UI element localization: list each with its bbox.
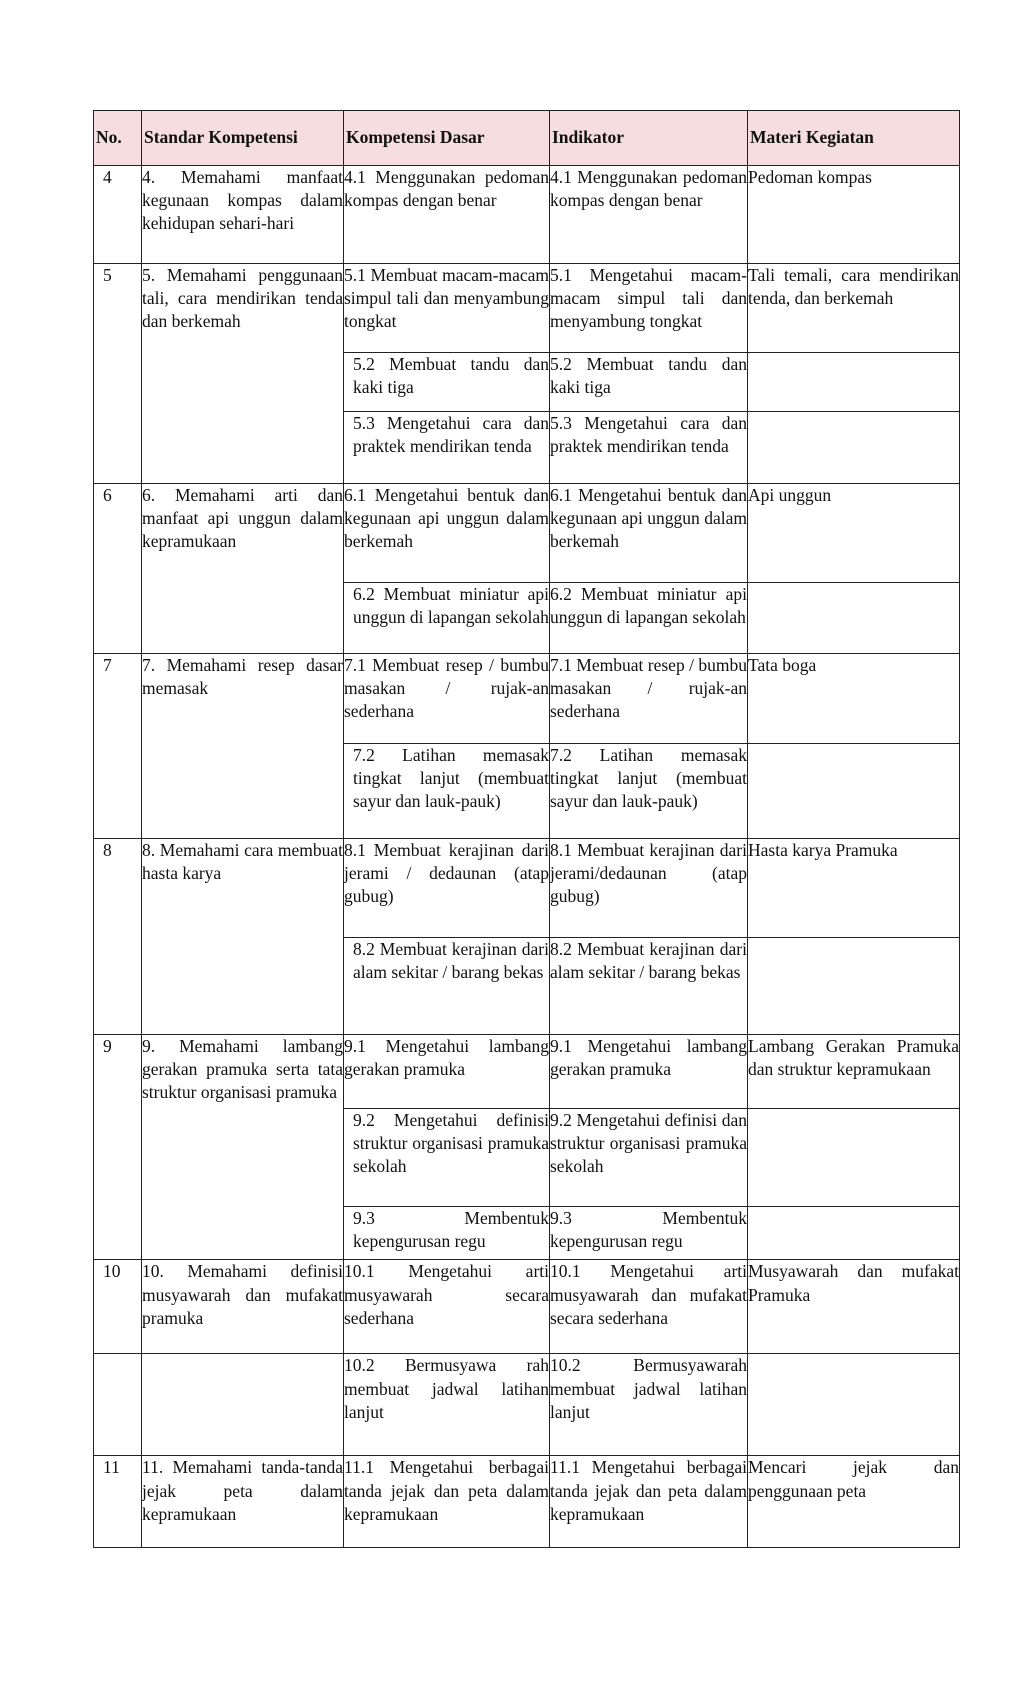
standar-kompetensi-cell: 4. Memahami manfaat kegunaan kompas dalam kehidupan sehari-hari: [142, 166, 344, 264]
header-standar-kompetensi: Standar Kompetensi: [142, 111, 344, 166]
materi-kegiatan-cell: [748, 1354, 960, 1456]
table-row: [94, 1260, 960, 1354]
standar-kompetensi-cell: 6. Memahami arti dan manfaat api unggun dalam kepramukaan: [142, 484, 344, 654]
kompetensi-dasar-cell: 10.2 Bermusyawa rah membuat jadwal latihan lanjut: [344, 1354, 550, 1456]
indikator-cell: 7.1 Membuat resep / bumbu masakan / rujak-an sederhana: [550, 654, 748, 744]
indikator-cell: 9.1 Mengetahui lambang gerakan pramuka: [550, 1035, 748, 1109]
indikator-cell: 9.3 Membentuk kepengurusan regu: [550, 1207, 748, 1260]
competency-table: [93, 110, 960, 1548]
indikator-cell: 5.1 Mengetahui macam-macam simpul tali dan menyambung tongkat: [550, 264, 748, 353]
header-kompetensi-dasar: Kompetensi Dasar: [344, 111, 550, 166]
materi-kegiatan-cell: Tata boga: [748, 654, 960, 744]
table-row: [94, 839, 960, 938]
kompetensi-dasar-cell: 6.1 Mengetahui bentuk dan kegunaan api unggun dalam berkemah: [344, 484, 550, 583]
table-row: [94, 654, 960, 744]
table-row: [94, 1456, 960, 1548]
materi-kegiatan-cell: Hasta karya Pramuka: [748, 839, 960, 938]
row-number: 10: [94, 1260, 142, 1354]
kompetensi-dasar-cell: 9.2 Mengetahui definisi struktur organisasi pramuka sekolah: [344, 1109, 550, 1207]
indikator-cell: 5.3 Mengetahui cara dan praktek mendirikan tenda: [550, 412, 748, 484]
row-number: 4: [94, 166, 142, 264]
indikator-cell: 6.1 Mengetahui bentuk dan kegunaan api unggun dalam berkemah: [550, 484, 748, 583]
standar-kompetensi-cell: 7. Memahami resep dasar memasak: [142, 654, 344, 839]
table-body: [94, 166, 960, 1548]
indikator-cell: 6.2 Membuat miniatur api unggun di lapangan sekolah: [550, 583, 748, 654]
kompetensi-dasar-cell: 5.1 Membuat macam-macam simpul tali dan menyambung tongkat: [344, 264, 550, 353]
materi-kegiatan-empty-cell: [748, 1109, 960, 1207]
table-row: [94, 264, 960, 353]
kompetensi-dasar-cell: 9.3 Membentuk kepengurusan regu: [344, 1207, 550, 1260]
table-row: [94, 484, 960, 583]
indikator-cell: 7.2 Latihan memasak tingkat lanjut (membuat sayur dan lauk-pauk): [550, 744, 748, 839]
standar-kompetensi-cell: 10. Memahami definisi musyawarah dan mufakat pramuka: [142, 1260, 344, 1354]
table-row: [94, 166, 960, 264]
materi-kegiatan-empty-cell: [748, 938, 960, 1035]
materi-kegiatan-cell: Api unggun: [748, 484, 960, 583]
row-number: 5: [94, 264, 142, 484]
kompetensi-dasar-cell: 5.3 Mengetahui cara dan praktek mendirikan tenda: [344, 412, 550, 484]
kompetensi-dasar-cell: 6.2 Membuat miniatur api unggun di lapangan sekolah: [344, 583, 550, 654]
kompetensi-dasar-cell: 8.1 Membuat kerajinan dari jerami / dedaunan (atap gubug): [344, 839, 550, 938]
materi-kegiatan-empty-cell: [748, 583, 960, 654]
materi-kegiatan-empty-cell: [748, 353, 960, 412]
row-number: 9: [94, 1035, 142, 1260]
kompetensi-dasar-cell: 10.1 Mengetahui arti musyawarah secara sederhana: [344, 1260, 550, 1354]
materi-kegiatan-cell: Mencari jejak dan penggunaan peta: [748, 1456, 960, 1548]
kompetensi-dasar-cell: 11.1 Mengetahui berbagai tanda jejak dan peta dalam kepramukaan: [344, 1456, 550, 1548]
materi-kegiatan-cell: Lambang Gerakan Pramuka dan struktur kepramukaan: [748, 1035, 960, 1109]
table-row: [94, 1035, 960, 1109]
row-number: 11: [94, 1456, 142, 1548]
standar-kompetensi-cell: 9. Memahami lambang gerakan pramuka serta tata struktur organisasi pramuka: [142, 1035, 344, 1260]
materi-kegiatan-cell: Pedoman kompas: [748, 166, 960, 264]
kompetensi-dasar-cell: 4.1 Menggunakan pedoman kompas dengan benar: [344, 166, 550, 264]
standar-kompetensi-cell: 5. Memahami penggunaan tali, cara mendirikan tenda dan berkemah: [142, 264, 344, 484]
header-no: No.: [94, 111, 142, 166]
header-indikator: Indikator: [550, 111, 748, 166]
kompetensi-dasar-cell: 5.2 Membuat tandu dan kaki tiga: [344, 353, 550, 412]
standar-kompetensi-cell: 8. Memahami cara membuat hasta karya: [142, 839, 344, 1035]
materi-kegiatan-empty-cell: [748, 1207, 960, 1260]
row-number: [94, 1354, 142, 1456]
row-number: 8: [94, 839, 142, 1035]
row-number: 6: [94, 484, 142, 654]
indikator-cell: 9.2 Mengetahui definisi dan struktur organisasi pramuka sekolah: [550, 1109, 748, 1207]
header-materi-kegiatan: Materi Kegiatan: [748, 111, 960, 166]
materi-kegiatan-cell: Musyawarah dan mufakat Pramuka: [748, 1260, 960, 1354]
indikator-cell: 5.2 Membuat tandu dan kaki tiga: [550, 353, 748, 412]
indikator-cell: 4.1 Menggunakan pedoman kompas dengan benar: [550, 166, 748, 264]
indikator-cell: 8.1 Membuat kerajinan dari jerami/dedaunan (atap gubug): [550, 839, 748, 938]
indikator-cell: 11.1 Mengetahui berbagai tanda jejak dan peta dalam kepramukaan: [550, 1456, 748, 1548]
materi-kegiatan-cell: Tali temali, cara mendirikan tenda, dan berkemah: [748, 264, 960, 353]
kompetensi-dasar-cell: 7.2 Latihan memasak tingkat lanjut (membuat sayur dan lauk-pauk): [344, 744, 550, 839]
standar-kompetensi-cell: [142, 1354, 344, 1456]
kompetensi-dasar-cell: 7.1 Membuat resep / bumbu masakan / rujak-an sederhana: [344, 654, 550, 744]
kompetensi-dasar-cell: 9.1 Mengetahui lambang gerakan pramuka: [344, 1035, 550, 1109]
table-row: [94, 1354, 960, 1456]
indikator-cell: 10.1 Mengetahui arti musyawarah dan mufakat secara sederhana: [550, 1260, 748, 1354]
indikator-cell: 8.2 Membuat kerajinan dari alam sekitar / barang bekas: [550, 938, 748, 1035]
materi-kegiatan-empty-cell: [748, 412, 960, 484]
table-header: [94, 111, 960, 166]
header-row: [94, 111, 960, 166]
materi-kegiatan-empty-cell: [748, 744, 960, 839]
row-number: 7: [94, 654, 142, 839]
indikator-cell: 10.2 Bermusyawarah membuat jadwal latihan lanjut: [550, 1354, 748, 1456]
kompetensi-dasar-cell: 8.2 Membuat kerajinan dari alam sekitar / barang bekas: [344, 938, 550, 1035]
standar-kompetensi-cell: 11. Memahami tanda-tanda jejak peta dalam kepramukaan: [142, 1456, 344, 1548]
